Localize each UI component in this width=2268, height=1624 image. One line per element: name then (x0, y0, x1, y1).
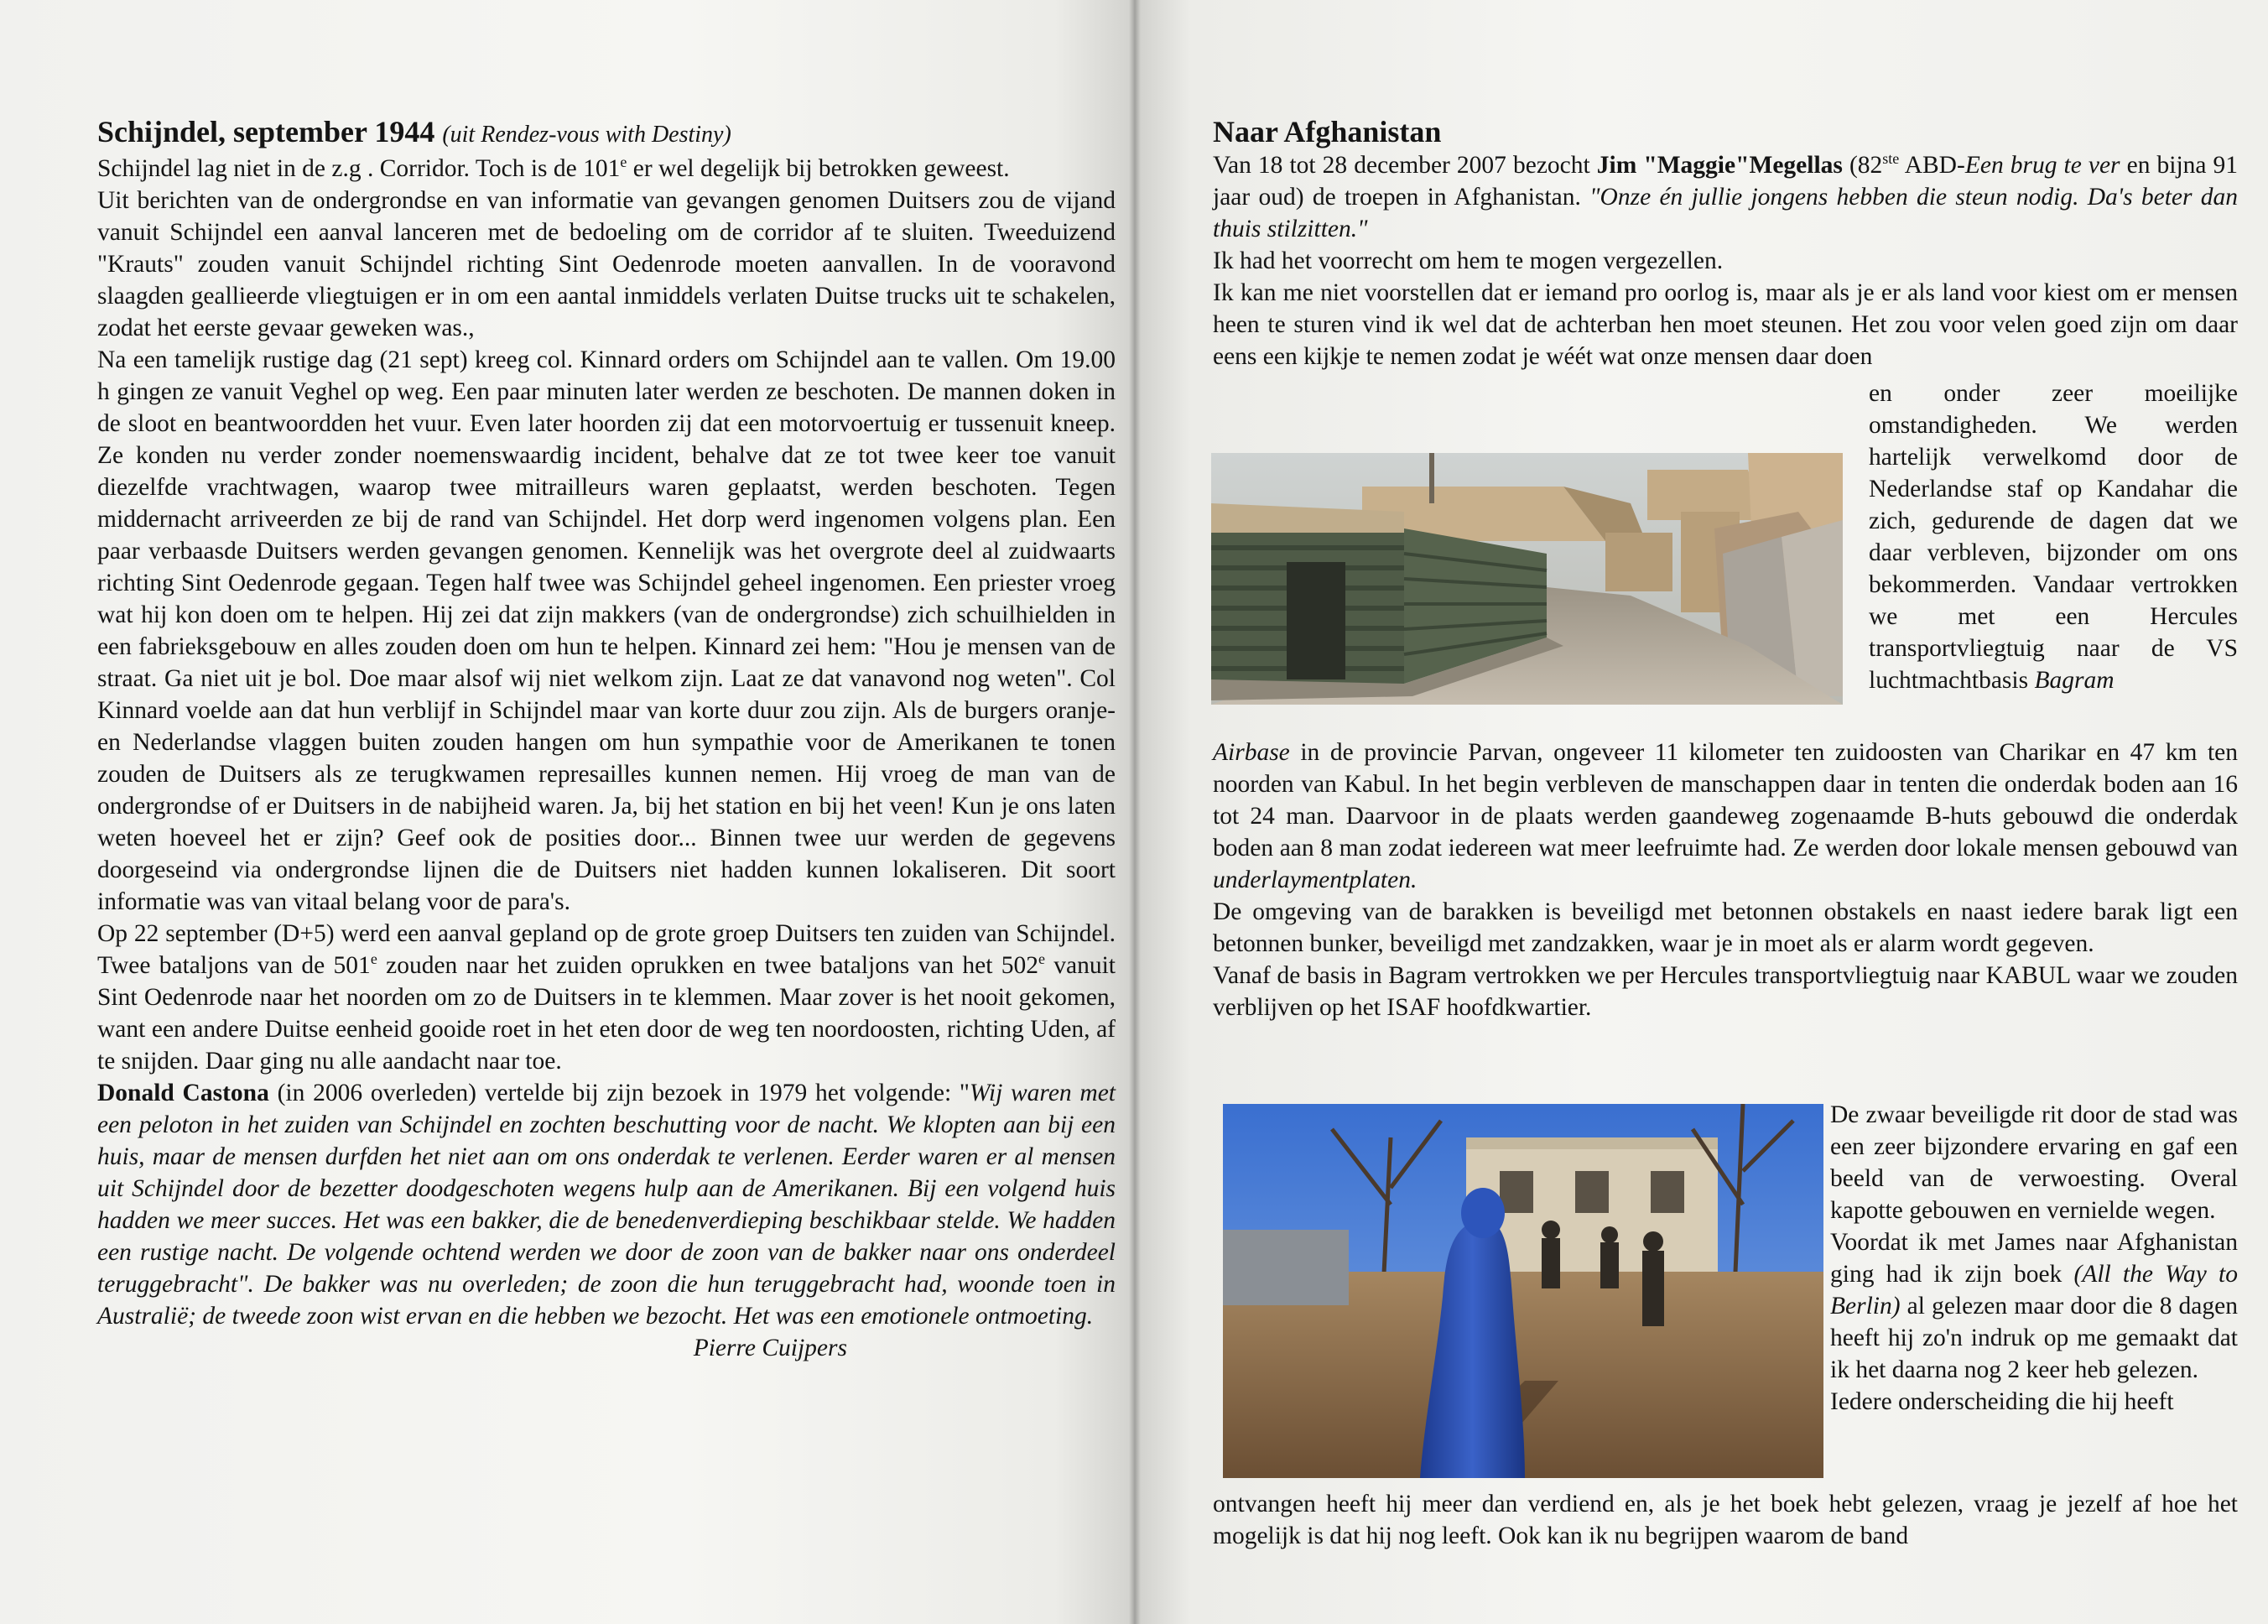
right-heading: Naar Afghanistan (1213, 115, 1442, 148)
page-gutter (1129, 0, 1141, 1624)
right-paragraph-1: Van 18 tot 28 december 2007 bezocht Jim "Maggie"Megellas (82ste ABD-Een brug te ver en bijna 91 jaar oud) de troepen in Afghanistan. "Onze én jullie jongens hebben die steun nodig. Da's beter dan thuis stilzitten." (1213, 150, 2239, 242)
right-paragraph-3: Ik kan me niet voorstellen dat er iemand pro oorlog is, maar als je er als land voor kiest om er mensen heen te sturen vind ik wel dat de achterban hen moet steunen. Het zou voor velen goed zijn om daar eens een kijkje te nemen zodat je wéét wat onze mensen daar doen (1213, 279, 2238, 370)
kabul-street-photo (1223, 1104, 1823, 1478)
right-paragraph-6: Vanaf de basis in Bagram vertrokken we per Hercules transportvliegtuig naar KABUL waar we zouden verblijven op het ISAF hoofdkwartier. (1213, 962, 2238, 1021)
right-float-text-2: De zwaar beveiligde rit door de stad was een zeer bijzondere ervaring en gaf een beeld van de verwoesting. Overal kapotte gebouwen en vernielde wegen. Voordat ik met James naar Afghanistan ging had ik zijn boek (All the Way to Berlin) al gelezen maar door die 8 dagen heeft hij zo'n indruk op me gemaakt dat ik het daarna nog 2 keer heb gelezen. Iedere onderscheiding die hij heeft (1830, 1101, 2238, 1415)
left-paragraph-3: Na een tamelijk rustige dag (21 sept) kreeg col. Kinnard orders om Schijndel aan te vallen. Om 19.00 h gingen ze vanuit Veghel op weg. Een paar minuten later werden ze beschoten. De mannen doken in de sloot en beantwoordden het vuur. Even later hoorden zij dat een motorvoertuig er tussenuit kneep. Ze konden nu verder zonder noemenswaardig incident, behalve dat ze tot twee keer toe vanuit diezelfde vrachtwagen, waarop twee mitrailleurs waren geplaatst, werden beschoten. Tegen middernacht arriveerden ze bij de rand van Schijndel. Het dorp werd ingenomen volgens plan. Een paar verbaasde Duitsers werden gevangen genomen. Kennelijk was het overgrote deel al zuidwaarts richting Sint Oedenrode gegaan. Tegen half twee was Schijndel geheel ingenomen. Een priester vroeg wat hij kon doen om te helpen. Hij zei dat zijn makkers (van de ondergrondse) zich schuilhielden in een fabrieksgebouw en alles zouden doen om hun te helpen. Kinnard zei hem: "Hou je mensen van de straat. Ga niet uit je bol. Doe maar alsof wij niet welkom zijn. Laat ze dat vanavond nog weten". Col Kinnard voelde aan dat hun verblijf in Schijndel maar van korte duur zou zijn. Als de burgers oranje- en Nederlandse vlaggen buiten zouden hangen om hun sympathie voor de Amerikanen te tonen zouden de Duitsers als ze terugkwamen represailles kunnen nemen. Hij vroeg de man van de ondergrondse of er Duitsers in de nabijheid waren. Ja, bij het station en bij het veen! Kun je ons laten weten hoeveel het er zijn? Geef ook de posities door... Binnen twee uur werden de gegevens doorgeseind via ondergrondse lijnen die de Duitsers niet hadden kunnen lokaliseren. Dit soort informatie was van vitaal belang voor de para's. (97, 346, 1116, 915)
megellas-name: Jim "Maggie"Megellas (1596, 152, 1843, 179)
megellas-quote: "Onze én jullie jongens hebben die steun nodig. Da's beter dan thuis stilzitten." (1213, 184, 2238, 242)
barracks-photo (1211, 453, 1843, 705)
right-paragraph-4: Airbase in de provincie Parvan, ongeveer 11 kilometer ten zuidoosten van Charikar en 47 km ten noorden van Kabul. In het begin verbleven de manschappen daar in tenten die onderdak boden aan 16 tot 24 man. Daarvoor in de plaats werden gaandeweg zogenaamde B-huts gebouwd die onderdak boden aan 8 man zodat iedereen wat meer leefruimte had. Ze werden door lokale mensen gebouwd van underlaymentplaten. (1213, 739, 2238, 893)
castona-name: Donald Castona (97, 1080, 269, 1106)
left-column (97, 114, 1116, 1364)
signature: Pierre Cuijpers (693, 1335, 847, 1361)
left-paragraph-4: Op 22 september (D+5) werd een aanval gepland op de grote groep Duitsers ten zuiden van Schijndel. Twee bataljons van de 501e zouden naar het zuiden oprukken en twee bataljons van het 502e vanuit Sint Oedenrode naar het noorden om zo de Duitsers in te klemmen. Maar zover is het nooit gekomen, want een andere Duitse eenheid gooide roet in het eten door de weg ten noordoosten, richting Uden, af te snijden. Daar ging nu alle aandacht naar toe. (97, 920, 1116, 1075)
right-column-bottom (1213, 1488, 2238, 1552)
right-paragraph-7: ontvangen heeft hij meer dan verdiend en, als je het boek hebt gelezen, vraag je jezelf af hoe het mogelijk is dat hij nog leeft. Ook kan ik nu begrijpen waarom de band (1213, 1491, 2238, 1549)
right-column-top (1213, 114, 2238, 372)
left-paragraph-2: Uit berichten van de ondergrondse en van informatie van gevangen genomen Duitsers zou de vijand vanuit Schijndel een aanval lanceren met de bedoeling om de corridor af te sluiten. Tweeduizend "Krauts" zouden vanuit Schijndel richting Sint Oedenrode moeten aanvallen. In de vooravond slaagden geallieerde vliegtuigen er in om een aantal inmiddels verlaten Duitse trucks uit te schakelen, zodat het eerste gevaar geweken was., (97, 187, 1116, 341)
castona-quote: Wij waren met een peloton in het zuiden van Schijndel en zochten beschutting voor de nacht. We klopten aan bij een huis, maar de mensen durfden het niet aan om ons onderdak te verlenen. Eerder waren er al mensen uit Schijndel door de bezetter doodgeschoten wegens hulp aan de Amerikanen. Bij een volgend huis hadden we meer succes. Het was een bakker, die de benedenverdieping beschikbaar stelde. We hadden een rustige nacht. De volgende ochtend werden we door de zoon van de bakker naar ons onderdeel teruggebracht". De bakker was nu overleden; de zoon die hun teruggebracht had, woonde toen in Australië; de tweede zoon wist ervan en die hebben we bezocht. Het was een emotionele ontmoeting. (97, 1080, 1116, 1330)
right-column-middle (1213, 737, 2238, 1023)
left-paragraph-5: Donald Castona (in 2006 overleden) vertelde bij zijn bezoek in 1979 het volgende: "Wij waren met een peloton in het zuiden van Schijndel en zochten beschutting voor de nacht. We klopten aan bij een huis, maar de mensen durfden het niet aan om ons onderdak te verlenen. Eerder waren er al mensen uit Schijndel door de bezetter doodgeschoten wegens hulp aan de Amerikanen. Bij een volgend huis hadden we meer succes. Het was een bakker, die de benedenverdieping beschikbaar stelde. We hadden een rustige nacht. De volgende ochtend werden we door de zoon van de bakker naar ons onderdeel teruggebracht". De bakker was nu overleden; de zoon die hun teruggebracht had, woonde toen in Australië; de tweede zoon wist ervan en die hebben we bezocht. Het was een emotionele ontmoeting. (97, 1080, 1116, 1330)
right-float-text-1: en onder zeer moeilijke omstandigheden. We werden hartelijk verwelkomd door de Nederlandse staf op Kandahar die zich, gedurende de dagen dat we daar verbleven, bijzonder om ons bekommerden. Vandaar vertrokken we met een Hercules transportvliegtuig naar de VS luchtmachtbasis Bagram (1869, 380, 2238, 694)
left-heading: Schijndel, september 1944 (uit Rendez-vous with Destiny) (97, 115, 731, 148)
left-heading-subtitle: (uit Rendez-vous with Destiny) (442, 122, 731, 148)
right-paragraph-2: Ik had het voorrecht om hem te mogen vergezellen. (1213, 247, 1724, 274)
left-paragraph-1: Schijndel lag niet in de z.g . Corridor. Toch is de 101e er wel degelijk bij betrokken geweest. (97, 154, 1010, 182)
right-paragraph-5: De omgeving van de barakken is beveiligd met betonnen obstakels en naast iedere barak ligt een betonnen bunker, beveiligd met zandzakken, waar je in moet als er alarm wordt gegeven. (1213, 898, 2238, 957)
